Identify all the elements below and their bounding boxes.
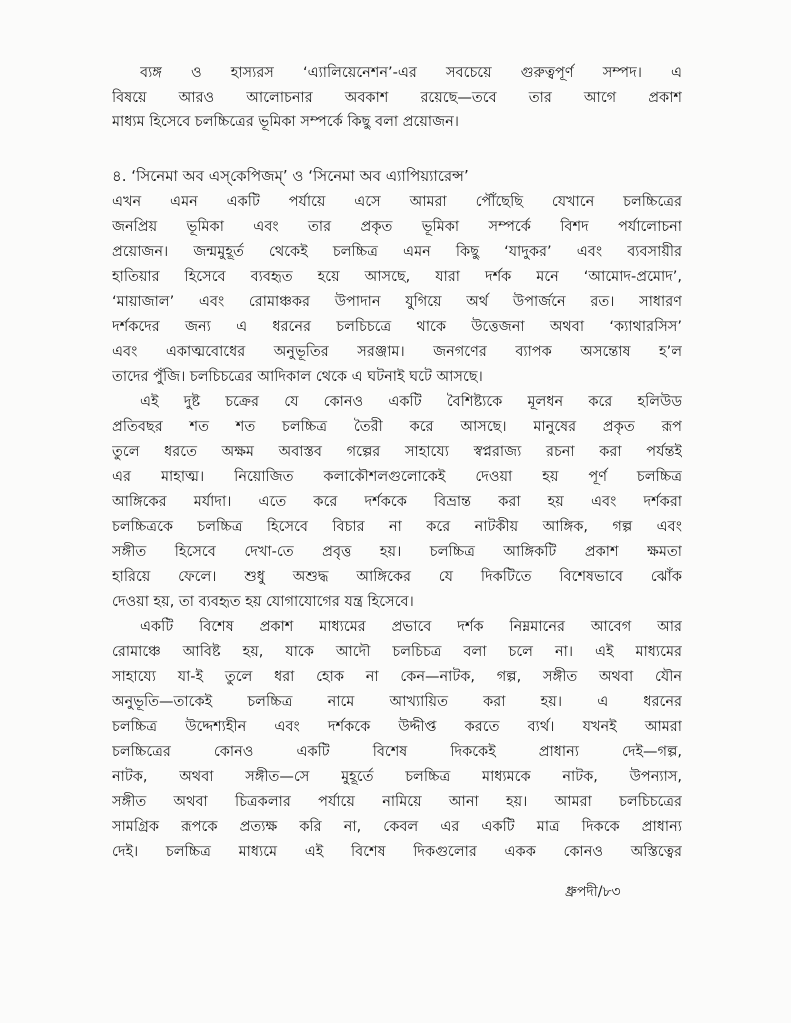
text-line: এখন এমন একটি পর্যায়ে এসে আমরা পৌঁছেছি যেখানে চলচ্চিত্রের bbox=[112, 194, 682, 210]
text-line: হারিয়ে ফেলে। শুধু অশুদ্ধ আঙ্গিকের যে দিকটিতে বিশেষভাবে ঝোঁক bbox=[112, 569, 682, 585]
text-line: নাটক, অথবা সঙ্গীত—সে মুহূর্তে চলচ্চিত্র মাধ্যমকে নাটক, উপন্যাস, bbox=[112, 769, 682, 785]
text-line: ব্যঙ্গ ও হাস্যরস ‘এ্যালিয়েনেশন’-এর সবচেয়ে গুরুত্বপূর্ণ সম্পদ। এ bbox=[140, 65, 682, 81]
text-line: দর্শকদের জন্য এ ধরনের চলচিচত্রে থাকে উত্তেজনা অথবা ‘ক্যাথারসিস’ bbox=[112, 319, 682, 335]
text-line: চলচ্চিত্রের কোনও একটি বিশেষ দিককেই প্রাধান্য দেই—গল্প, bbox=[112, 744, 682, 760]
text-line: দেওয়া হয়, তা ব্যবহৃত হয় যোগাযোগের যন্ত্র হিসেবে। bbox=[112, 594, 414, 610]
text-line: রোমাঞ্চে আবিষ্ট হয়, যাকে আদৌ চলচিচত্র বলা চলে না। এই মাধ্যমের bbox=[112, 644, 682, 660]
text-line: জনপ্রিয় ভূমিকা এবং তার প্রকৃত ভূমিকা সম্পর্কে বিশদ পর্যালোচনা bbox=[112, 219, 682, 235]
text-line: সামগ্রিক রূপকে প্রত্যক্ষ করি না, কেবল এর একটি মাত্র দিককে প্রাধান্য bbox=[112, 819, 682, 835]
text-line: প্রয়োজন। জন্মমুহূর্ত থেকেই চলচ্চিত্র এমন কিছু ‘যাদুকর’ এবং ব্যবসায়ীর bbox=[112, 244, 682, 260]
page-footer: ধ্রুপদী/৮৩ bbox=[565, 884, 621, 900]
text-line: তাদের পুঁজি। চলচিচত্রের আদিকাল থেকে এ ঘটনাই ঘটে আসছে। bbox=[112, 369, 483, 385]
text-line: সাহায্যে যা-ই তুলে ধরা হোক না কেন—নাটক, গল্প, সঙ্গীত অথবা যৌন bbox=[112, 669, 682, 685]
text-line: বিষয়ে আরও আলোচনার অবকাশ রয়েছে—তবে তার আগে প্রকাশ bbox=[112, 90, 682, 106]
section-heading: ৪. ‘সিনেমা অব এস্‌কেপিজম্‌’ ও ‘সিনেমা অব এ্যাপিয়্যারেন্স’ bbox=[112, 167, 469, 185]
text-line: এই দুষ্ট চক্রের যে কোনও একটি বৈশিষ্ট্যকে মূলধন করে হলিউড bbox=[140, 394, 682, 410]
text-line: ‘মায়াজাল’ এবং রোমাঞ্চকর উপাদান যুগিয়ে অর্থ উপার্জনে রত। সাধারণ bbox=[112, 294, 682, 310]
text-line: এর মাহাত্ম। নিয়োজিত কলাকৌশলগুলোকেই দেওয়া হয় পূর্ণ চলচ্চিত্র bbox=[112, 469, 682, 485]
text-line: সঙ্গীত হিসেবে দেখা-তে প্রবৃত্ত হয়। চলচ্চিত্র আঙ্গিকটি প্রকাশ ক্ষমতা bbox=[112, 544, 682, 560]
text-line: মাধ্যম হিসেবে চলচ্চিত্রের ভূমিকা সম্পর্কে কিছু বলা প্রয়োজন। bbox=[112, 114, 459, 130]
text-line: একটি বিশেষ প্রকাশ মাধ্যমের প্রভাবে দর্শক নিম্নমানের আবেগ আর bbox=[140, 619, 682, 635]
text-line: হাতিয়ার হিসেবে ব্যবহৃত হয়ে আসছে, যারা দর্শক মনে ‘আমোদ-প্রমোদ’, bbox=[112, 269, 682, 285]
text-line: এবং একাত্মবোধের অনুভূতির সরঞ্জাম। জনগণের ব্যাপক অসন্তোষ হ’ল bbox=[112, 344, 682, 360]
text-line: প্রতিবছর শত শত চলচ্চিত্র তৈরী করে আসছে। মানুষের প্রকৃত রূপ bbox=[112, 419, 682, 435]
text-line: দেই। চলচ্চিত্র মাধ্যমে এই বিশেষ দিকগুলোর একক কোনও অস্তিত্বের bbox=[112, 844, 682, 860]
text-line: চলচ্চিত্র উদ্দেশ্যহীন এবং দর্শককে উদ্দীপ্ত করতে ব্যর্থ। যখনই আমরা bbox=[112, 719, 682, 735]
text-line: সঙ্গীত অথবা চিত্রকলার পর্যায়ে নামিয়ে আনা হয়। আমরা চলচিচত্রের bbox=[112, 794, 682, 810]
text-line: অনুভূতি—তাকেই চলচ্চিত্র নামে আখ্যায়িত করা হয়। এ ধরনের bbox=[112, 694, 682, 710]
text-line: আঙ্গিকের মর্যাদা। এতে করে দর্শককে বিভ্রান্ত করা হয় এবং দর্শকরা bbox=[112, 494, 682, 510]
text-line: চলচ্চিত্রকে চলচ্চিত্র হিসেবে বিচার না করে নাটকীয় আঙ্গিক, গল্প এবং bbox=[112, 519, 682, 535]
text-line: তুলে ধরতে অক্ষম অবাস্তব গল্পের সাহায্যে স্বপ্নরাজ্য রচনা করা পর্যন্তই bbox=[112, 444, 682, 460]
